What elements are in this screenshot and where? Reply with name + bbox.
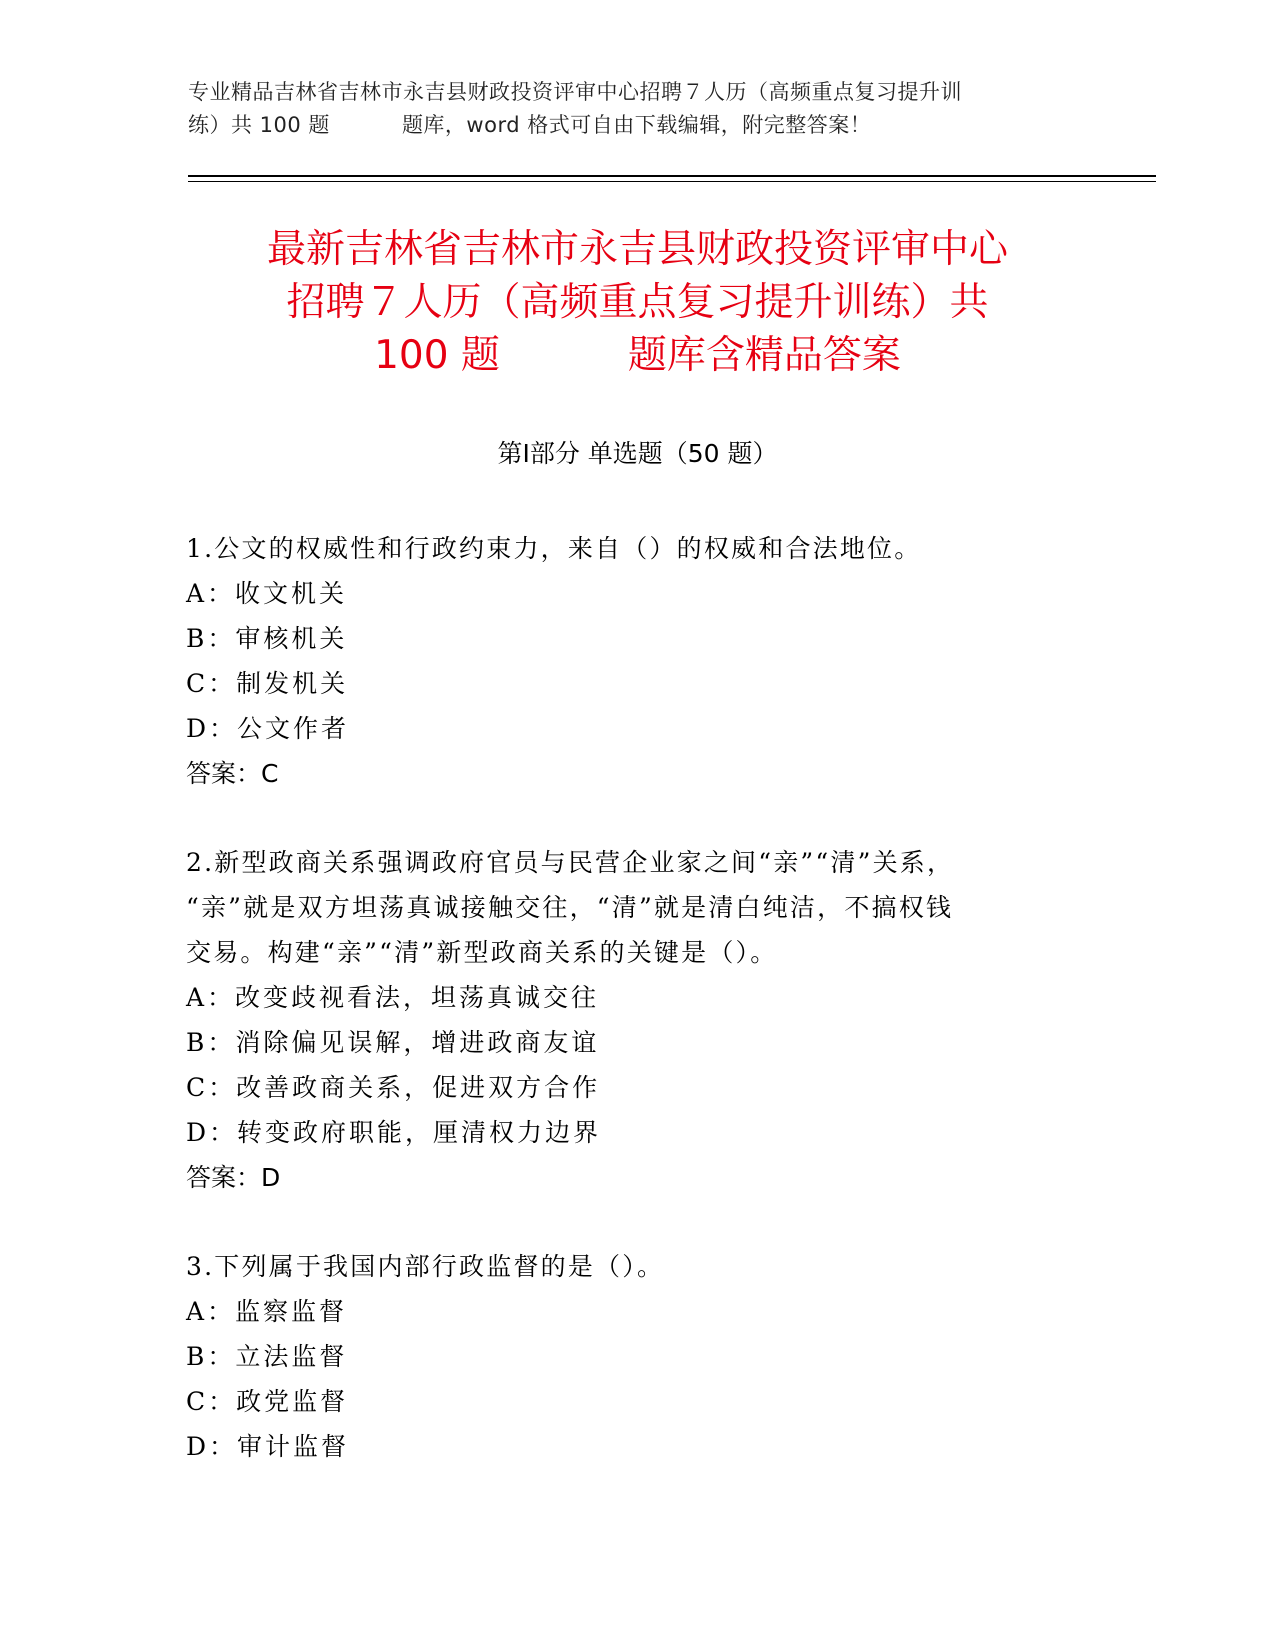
header-line-2b: 题库，word 格式可自由下载编辑，附完整答案！: [401, 113, 872, 137]
section-title: 第Ⅰ部分 单选题（50 题）: [497, 439, 778, 468]
answer: 答案：D: [186, 1163, 281, 1192]
document-title: [150, 223, 1125, 382]
question-stem-line-3: 交易。构建“亲”“清”新型政商关系的关键是（）。: [186, 938, 778, 967]
header-rule-thick: [188, 175, 1156, 177]
option-c: C：制发机关: [186, 669, 349, 698]
header-line-2a: 练）共 100 题: [188, 113, 330, 137]
option-d: D：转变政府职能，厘清权力边界: [186, 1118, 602, 1147]
question-stem-line-1: 2.新型政商关系强调政府官员与民营企业家之间“亲”“清”关系，: [186, 848, 955, 877]
option-b: B：立法监督: [186, 1342, 348, 1371]
option-c: C：政党监督: [186, 1387, 349, 1416]
header-rule-thin: [188, 181, 1156, 182]
answer: 答案：C: [186, 759, 279, 788]
option-a: A：收文机关: [186, 579, 348, 608]
title-line-2: 招聘７人历（高频重点复习提升训练）共: [286, 280, 989, 325]
document-header: [188, 76, 1088, 142]
title-line-3: [150, 329, 1125, 382]
header-line-1: 专业精品吉林省吉林市永吉县财政投资评审中心招聘７人历（高频重点复习提升训: [188, 80, 962, 104]
question-stem: 1.公文的权威性和行政约束力，来自（）的权威和合法地位。: [186, 534, 922, 563]
question-1: [186, 526, 1066, 796]
option-a: A：改变歧视看法，坦荡真诚交往: [186, 983, 600, 1012]
option-b: B：审核机关: [186, 624, 348, 653]
option-d: D：审计监督: [186, 1432, 350, 1461]
title-line-3b: 题库含精品答案: [627, 333, 901, 378]
question-2: [186, 840, 1066, 1200]
question-stem-line-2: “亲”就是双方坦荡真诚接触交往，“清”就是清白纯洁，不搞权钱: [186, 893, 954, 922]
question-list: [186, 526, 1066, 1513]
title-line-1: 最新吉林省吉林市永吉县财政投资评审中心: [266, 227, 1008, 272]
question-stem: 3.下列属于我国内部行政监督的是（）。: [186, 1252, 665, 1281]
option-b: B：消除偏见误解，增进政商友谊: [186, 1028, 600, 1057]
title-line-3a: 100 题: [374, 333, 500, 378]
question-3: [186, 1244, 1066, 1469]
header-line-2: [188, 109, 1088, 142]
option-d: D：公文作者: [186, 714, 350, 743]
option-c: C：改善政商关系，促进双方合作: [186, 1073, 601, 1102]
option-a: A：监察监督: [186, 1297, 348, 1326]
